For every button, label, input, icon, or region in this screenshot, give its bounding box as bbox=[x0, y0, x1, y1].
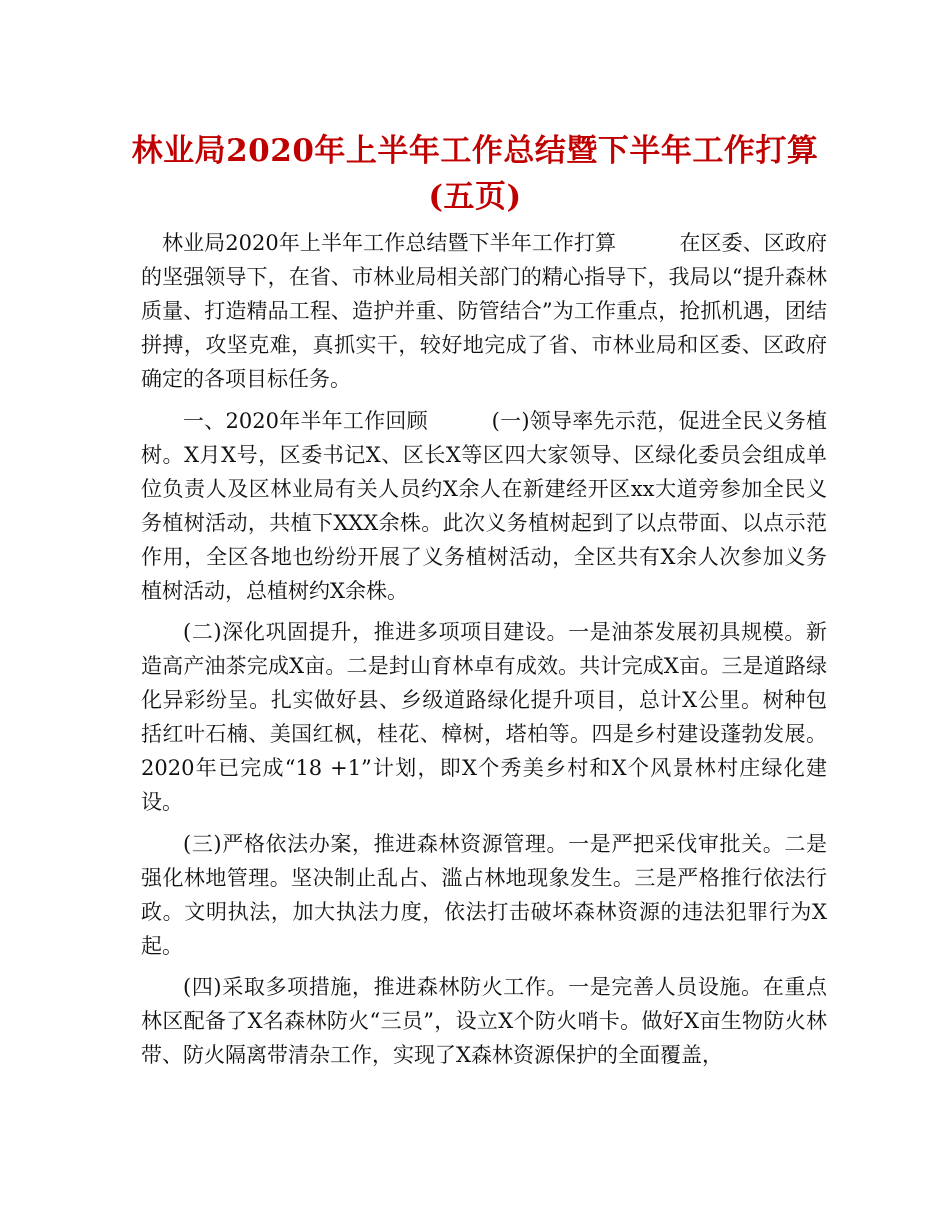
paragraph-section-3: (三)严格依法办案，推进森林资源管理。一是严把采伐审批关。二是强化林地管理。坚决制止乱占、滥占林地现象发生。三是严格推行依法行政。文明执法，加大执法力度，依法打击破坏森林资源的违法犯罪行为X起。 bbox=[141, 831, 827, 958]
document-body bbox=[141, 226, 827, 1080]
paragraph-section-1: 一、2020年半年工作回顾 (一)领导率先示范，促进全民义务植树。X月X号，区委书记X、区长X等区四大家领导、区绿化委员会组成单位负责人及区林业局有关人员约X余人在新建经开区xx大道旁参加全民义务植树活动，共植下XXX余株。此次义务植树起到了以点带面、以点示范作用，全区各地也纷纷开展了义务植树活动，全区共有X余人次参加义务植树活动，总植树约X余株。 bbox=[141, 408, 827, 603]
paragraph-section-2: (二)深化巩固提升，推进多项项目建设。一是油茶发展初具规模。新造高产油茶完成X亩。二是封山育林卓有成效。共计完成X亩。三是道路绿化异彩纷呈。扎实做好县、乡级道路绿化提升项目，总计X公里。树种包括红叶石楠、美国红枫，桂花、樟树，塔柏等。四是乡村建设蓬勃发展。2020年已完成“18 +1”计划，即X个秀美乡村和X个风景林村庄绿化建设。 bbox=[141, 620, 827, 814]
paragraph-section-4: (四)采取多项措施，推进森林防火工作。一是完善人员设施。在重点林区配备了X名森林防火“三员”，设立X个防火哨卡。做好X亩生物防火林带、防火隔离带清杂工作，实现了X森林资源保护的全面覆盖， bbox=[141, 975, 827, 1067]
document-title: 林业局2020年上半年工作总结暨下半年工作打算(五页) bbox=[131, 133, 819, 215]
paragraph-intro: 林业局2020年上半年工作总结暨下半年工作打算 在区委、区政府的坚强领导下，在省、市林业局相关部门的精心指导下，我局以“提升森林质量、打造精品工程、造护并重、防管结合”为工作重点，抢抓机遇，团结拼搏，攻坚克难，真抓实干，较好地完成了省、市林业局和区委、区政府确定的各项目标任务。 bbox=[141, 231, 827, 391]
